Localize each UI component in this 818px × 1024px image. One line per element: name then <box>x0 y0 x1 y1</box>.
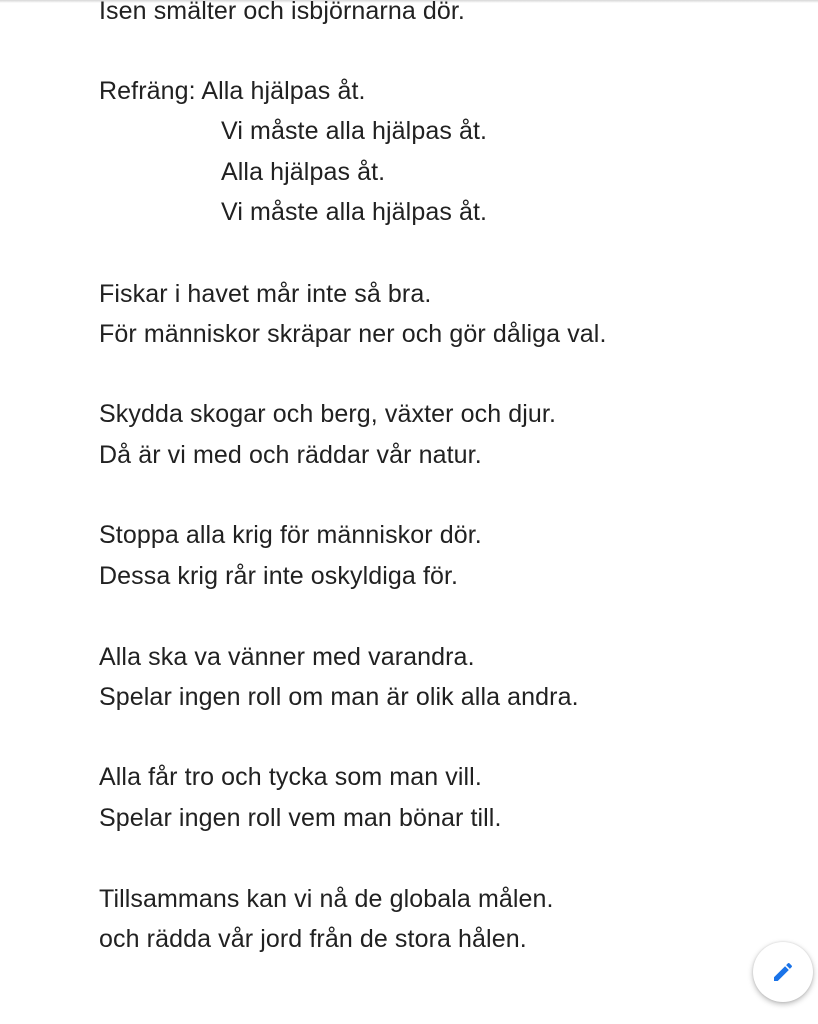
chorus-line: Alla hjälpas åt. <box>221 158 386 186</box>
text-line: Spelar ingen roll vem man bönar till. <box>99 804 502 832</box>
text-line: Då är vi med och räddar vår natur. <box>99 441 482 469</box>
text-line: Stoppa alla krig för människor dör. <box>99 521 482 549</box>
text-line: Tillsammans kan vi nå de globala målen. <box>99 885 554 913</box>
pencil-icon <box>771 960 795 984</box>
text-line: Spelar ingen roll om man är olik alla andra. <box>99 683 579 711</box>
chorus-label-line: Refräng: Alla hjälpas åt. <box>99 77 366 105</box>
text-line: Alla ska va vänner med varandra. <box>99 643 475 671</box>
edit-button[interactable] <box>753 942 813 1002</box>
text-line: Alla får tro och tycka som man vill. <box>99 763 482 791</box>
chorus-line: Vi måste alla hjälpas åt. <box>221 198 488 226</box>
text-line: Fiskar i havet mår inte så bra. <box>99 280 432 308</box>
chorus-line: Vi måste alla hjälpas åt. <box>221 117 488 145</box>
text-line: Dessa krig rår inte oskyldiga för. <box>99 562 459 590</box>
text-line: och rädda vår jord från de stora hålen. <box>99 925 527 953</box>
text-line: Isen smälter och isbjörnarna dör. <box>99 0 465 25</box>
text-line: För människor skräpar ner och gör dåliga val. <box>99 320 607 348</box>
text-line: Skydda skogar och berg, växter och djur. <box>99 400 557 428</box>
